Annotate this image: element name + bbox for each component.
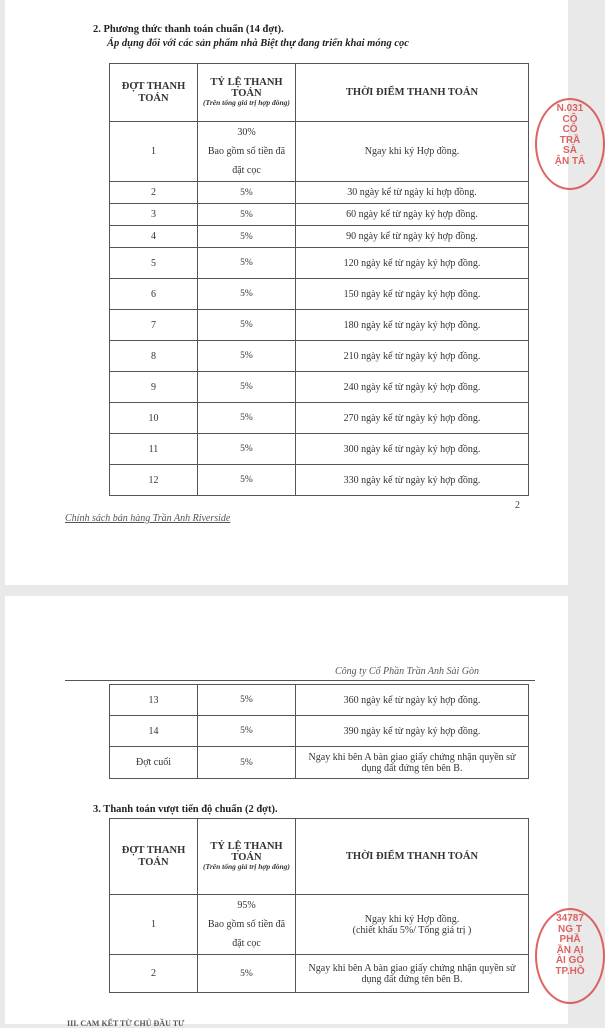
stamp-text: ÀI GÒ [555,955,585,966]
header-percent-label: TỶ LỆ THANH TOÁN [210,77,283,100]
installment-cell: 2 [110,182,198,204]
table-row [110,434,529,465]
timing-note: (chiết khấu 5%/ Tổng giá trị ) [352,924,472,936]
percent-line: Bao gồm số tiền đã [207,146,286,157]
header-rule [65,680,535,681]
table-header-row [110,819,529,895]
percent-line: 30% [237,127,256,138]
timing-cell: Ngay khi bên A bàn giao giấy chứng nhận quyền sử dụng đất đứng tên bên B. [296,955,529,993]
section-3-heading-cutoff: III. CAM KẾT TỪ CHỦ ĐẦU TƯ [67,1019,185,1028]
stamp-text: TRẦ [559,134,581,146]
table-row [110,122,529,182]
percent-line: đặt cọc [232,938,261,949]
timing-cell: 390 ngày kể từ ngày ký hợp đồng. [296,716,529,747]
installment-cell: Đợt cuối [110,747,198,779]
timing-cell [296,895,529,955]
installment-cell: 10 [110,403,198,434]
header-percent-note: (Trên tổng giá trị hợp đồng) [203,862,290,872]
timing-cell: 240 ngày kể từ ngày ký hợp đồng. [296,372,529,403]
table-row [110,403,529,434]
table-row [110,465,529,496]
header-percent [198,64,296,122]
table-header-row [110,64,529,122]
stamp-text: ẦN AI [556,944,584,956]
timing-cell: 150 ngày kể từ ngày ký hợp đồng. [296,279,529,310]
timing-cell: 210 ngày kể từ ngày ký hợp đồng. [296,341,529,372]
header-timing: THỜI ĐIỂM THANH TOÁN [296,64,529,122]
installment-cell: 2 [110,955,198,993]
installment-cell: 7 [110,310,198,341]
timing-cell: Ngay khi bên A bàn giao giấy chứng nhận quyền sử dụng đất đứng tên bên B. [296,747,529,779]
stamp-text: CÔ [562,113,578,125]
percent-cell [198,122,296,182]
section-2-title: 2. Phương thức thanh toán chuẩn (14 đợt). [93,24,284,35]
installment-cell: 8 [110,341,198,372]
timing-cell: 270 ngày kể từ ngày ký hợp đồng. [296,403,529,434]
installment-cell: 6 [110,279,198,310]
installment-cell: 9 [110,372,198,403]
timing-cell: 60 ngày kể từ ngày ký hợp đồng. [296,204,529,226]
stamp-text: TP.HỒ [555,965,585,977]
timing-cell: 180 ngày kể từ ngày ký hợp đồng. [296,310,529,341]
installment-cell: 11 [110,434,198,465]
stamp-text: ẬN TÂ [554,155,586,167]
header-installment: ĐỢT THANH TOÁN [110,64,198,122]
table-row [110,685,529,716]
table-row [110,279,529,310]
table-row [110,747,529,779]
installment-cell: 5 [110,248,198,279]
company-seal-stamp [535,908,605,1004]
company-header: Công ty Cổ Phần Trần Anh Sài Gòn [335,666,479,677]
percent-cell: 5% [198,716,296,747]
installment-cell: 14 [110,716,198,747]
table-row [110,341,529,372]
timing-cell: 30 ngày kể từ ngày kí hợp đồng. [296,182,529,204]
header-percent [198,819,296,895]
timing-cell: 360 ngày kể từ ngày ký hợp đồng. [296,685,529,716]
percent-line: Bao gồm số tiền đã [207,919,286,930]
timing-cell: 330 ngày kể từ ngày ký hợp đồng. [296,465,529,496]
percent-line: đặt cọc [232,165,261,176]
document-page-1 [5,0,586,585]
installment-cell: 1 [110,895,198,955]
table-row [110,716,529,747]
percent-cell: 5% [198,372,296,403]
accelerated-payment-table [109,818,529,993]
installment-cell: 4 [110,226,198,248]
percent-cell: 5% [198,248,296,279]
installment-cell: 12 [110,465,198,496]
timing-cell: Ngay khi ký Hợp đồng. [296,122,529,182]
percent-cell: 5% [198,434,296,465]
percent-cell: 5% [198,310,296,341]
section-2-subtitle: Áp dụng đối với các sản phẩm nhà Biệt thự đang triển khai móng cọc [107,38,409,49]
table-row [110,955,529,993]
payment-schedule-table [109,63,529,496]
percent-cell: 5% [198,226,296,248]
percent-cell: 5% [198,204,296,226]
section-3-title: 3. Thanh toán vượt tiến độ chuẩn (2 đợt). [93,804,278,815]
timing-cell: 300 ngày kể từ ngày ký hợp đồng. [296,434,529,465]
table-row [110,182,529,204]
installment-cell: 1 [110,122,198,182]
percent-cell: 5% [198,685,296,716]
percent-line: 95% [237,900,256,911]
table-row [110,372,529,403]
stamp-text: PHẦ [559,934,581,945]
percent-cell: 5% [198,182,296,204]
header-percent-note: (Trên tổng giá trị hợp đồng) [203,98,290,108]
table-row [110,248,529,279]
header-timing: THỜI ĐIỂM THANH TOÁN [296,819,529,895]
timing-cell: 120 ngày kể từ ngày ký hợp đồng. [296,248,529,279]
timing-cell: 90 ngày kể từ ngày ký hợp đồng. [296,226,529,248]
document-page-2 [5,596,585,1028]
page-number: 2 [515,500,520,511]
table-row [110,895,529,955]
table-row [110,310,529,341]
table-row [110,226,529,248]
stamp-text: CÔ [562,124,578,135]
percent-cell: 5% [198,955,296,993]
stamp-text: 34787 [556,913,584,924]
percent-cell: 5% [198,465,296,496]
footer-policy-title: Chính sách bán hàng Trần Anh Riverside [65,513,231,524]
stamp-text: N.031 [556,103,584,114]
percent-cell: 5% [198,403,296,434]
installment-cell: 13 [110,685,198,716]
stamp-text: NG T [558,923,582,935]
percent-cell [198,895,296,955]
percent-cell: 5% [198,747,296,779]
stamp-text: SÀ [563,145,577,156]
header-installment: ĐỢT THANH TOÁN [110,819,198,895]
percent-cell: 5% [198,279,296,310]
percent-cell: 5% [198,341,296,372]
installment-cell: 3 [110,204,198,226]
timing-line: Ngay khi ký Hợp đồng. [364,913,460,925]
table-row [110,204,529,226]
payment-schedule-table-continued [109,684,529,779]
company-seal-stamp [535,98,605,190]
header-percent-label: TỶ LỆ THANH TOÁN [210,841,283,864]
